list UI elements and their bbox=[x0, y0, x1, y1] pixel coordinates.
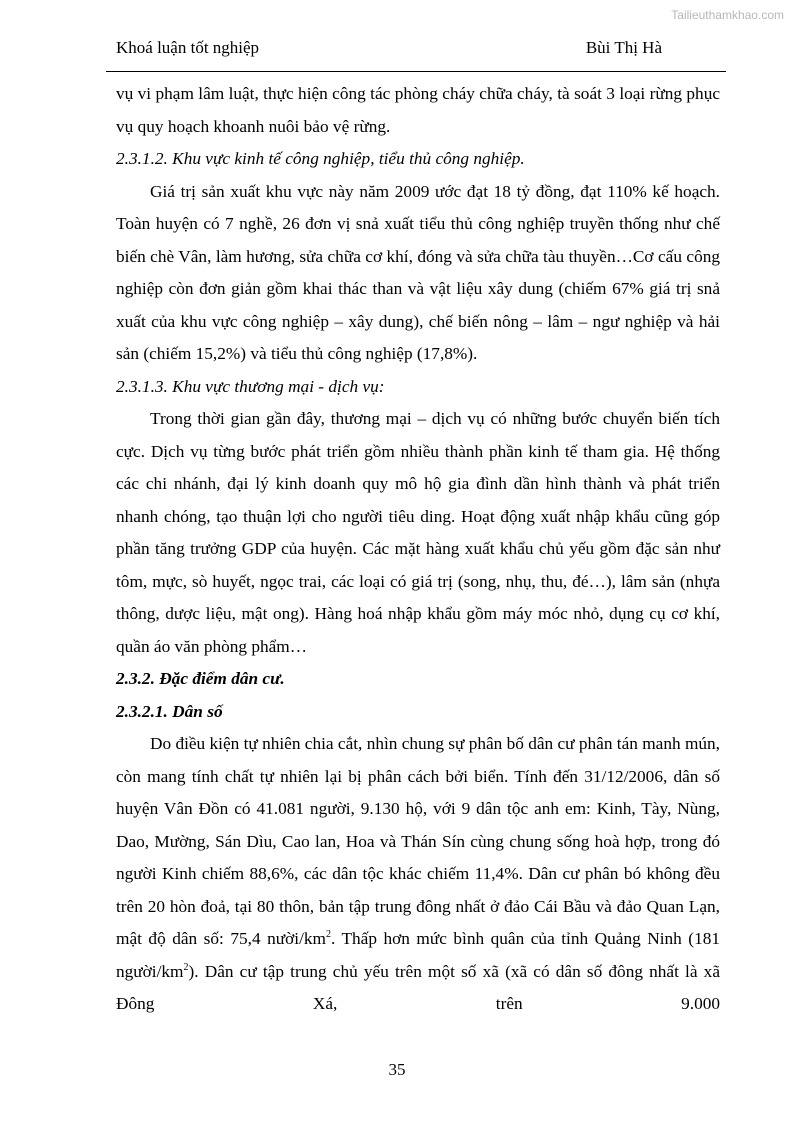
page-content bbox=[116, 78, 720, 1021]
section-heading-2-3-2: 2.3.2. Đặc điểm dân cư. bbox=[116, 669, 285, 688]
population-text-1: Do điều kiện tự nhiên chia cắt, nhìn chung sự phân bố dân cư phân tán manh mún, còn mang tính chất tự nhiên lại bị phân cách bởi biển. Tính đến 31/12/2006, dân số huyện Vân Đồn có 41.081 người, 9.130 hộ, với 9 dân tộc anh em: Kinh, Tày, Nùng, Dao, Mường, Sán Dìu, Cao lan, Hoa và Thán Sín cùng chung sống hoà hợp, trong đó người Kinh chiếm 88,6%, các dân tộc khác chiếm 11,4%. Dân cư phân bó không đều trên 20 hòn đoả, tại 80 thôn, bản tập trung đông nhất ở đảo Cái Bầu và đảo Quan Lạn, mật độ dân số: 75,4 nười/km bbox=[116, 734, 720, 948]
population-text-3: ). Dân cư tập trung chủ yếu trên một số xã (xã có dân số đông nhất là xã Đông Xá, trên 9.000 bbox=[116, 961, 720, 1013]
header-title: Khoá luận tốt nghiệp bbox=[116, 38, 260, 57]
page-number: 35 bbox=[388, 1060, 406, 1079]
header-author: Bùi Thị Hà bbox=[585, 38, 662, 57]
section-heading-2-3-1-3: 2.3.1.3. Khu vực thương mại - dịch vụ: bbox=[116, 376, 385, 396]
paragraph-trade-services: Trong thời gian gần đây, thương mại – dịch vụ có những bước chuyển biến tích cực. Dịch vụ từng bước phát triển gồm nhiều thành phần kinh tế tham gia. Hệ thống các chi nhánh, đại lý kinh doanh quy mô hộ gia đình dần hình thành và phát triển nhanh chóng, tạo thuận lợi cho người tiêu ding. Hoạt động xuất nhập khẩu cũng góp phần tăng trưởng GDP của huyện. Các mặt hàng xuất khẩu chủ yếu gồm đặc sản như tôm, mực, sò huyết, ngọc trai, các loại có giá trị (song, nhụ, thu, đé…), lâm sản (nhựa thông, dược liệu, mật ong). Hàng hoá nhập khẩu gồm máy móc nhỏ, dụng cụ cơ khí, quần áo văn phòng phẩm… bbox=[116, 409, 720, 656]
watermark: Tailieuthamkhao.com bbox=[671, 8, 784, 22]
paragraph-continuation: vụ vi phạm lâm luật, thực hiện công tác phòng cháy chữa cháy, tà soát 3 loại rừng phục vụ quy hoạch khoanh nuôi bảo vệ rừng. bbox=[116, 84, 720, 136]
paragraph-population bbox=[116, 728, 720, 1021]
superscript-1: 2 bbox=[325, 929, 331, 940]
section-heading-2-3-2-1: 2.3.2.1. Dân số bbox=[116, 701, 223, 721]
population-text-2: . Thấp hơn mức bình quân của tỉnh Quảng Ninh (181 người/km bbox=[116, 929, 720, 981]
header-rule bbox=[106, 71, 726, 72]
superscript-2: 2 bbox=[183, 961, 189, 973]
paragraph-industry: Giá trị sản xuất khu vực này năm 2009 ước đạt 18 tỷ đồng, đạt 110% kế hoạch. Toàn huyện có 7 nghề, 26 đơn vị snả xuất tiểu thủ công nghiệp truyền thống như chế biến chè Vân, làm hương, sửa chữa cơ khí, đóng và sửa chữa tàu thuyền…Cơ cấu công nghiệp còn đơn giản gồm khai thác than và vật liệu xây dung (chiếm 67% giá trị snả xuất của khu vực công nghiệp – xây dung), chế biến nông – lâm – ngư nghiệp và hải sản (chiếm 15,2%) và tiểu thủ công nghiệp (17,8%). bbox=[116, 181, 720, 363]
section-heading-2-3-1-2: 2.3.1.2. Khu vực kinh tế công nghiệp, tiểu thủ công nghiệp. bbox=[116, 149, 525, 168]
page-header bbox=[116, 38, 728, 58]
